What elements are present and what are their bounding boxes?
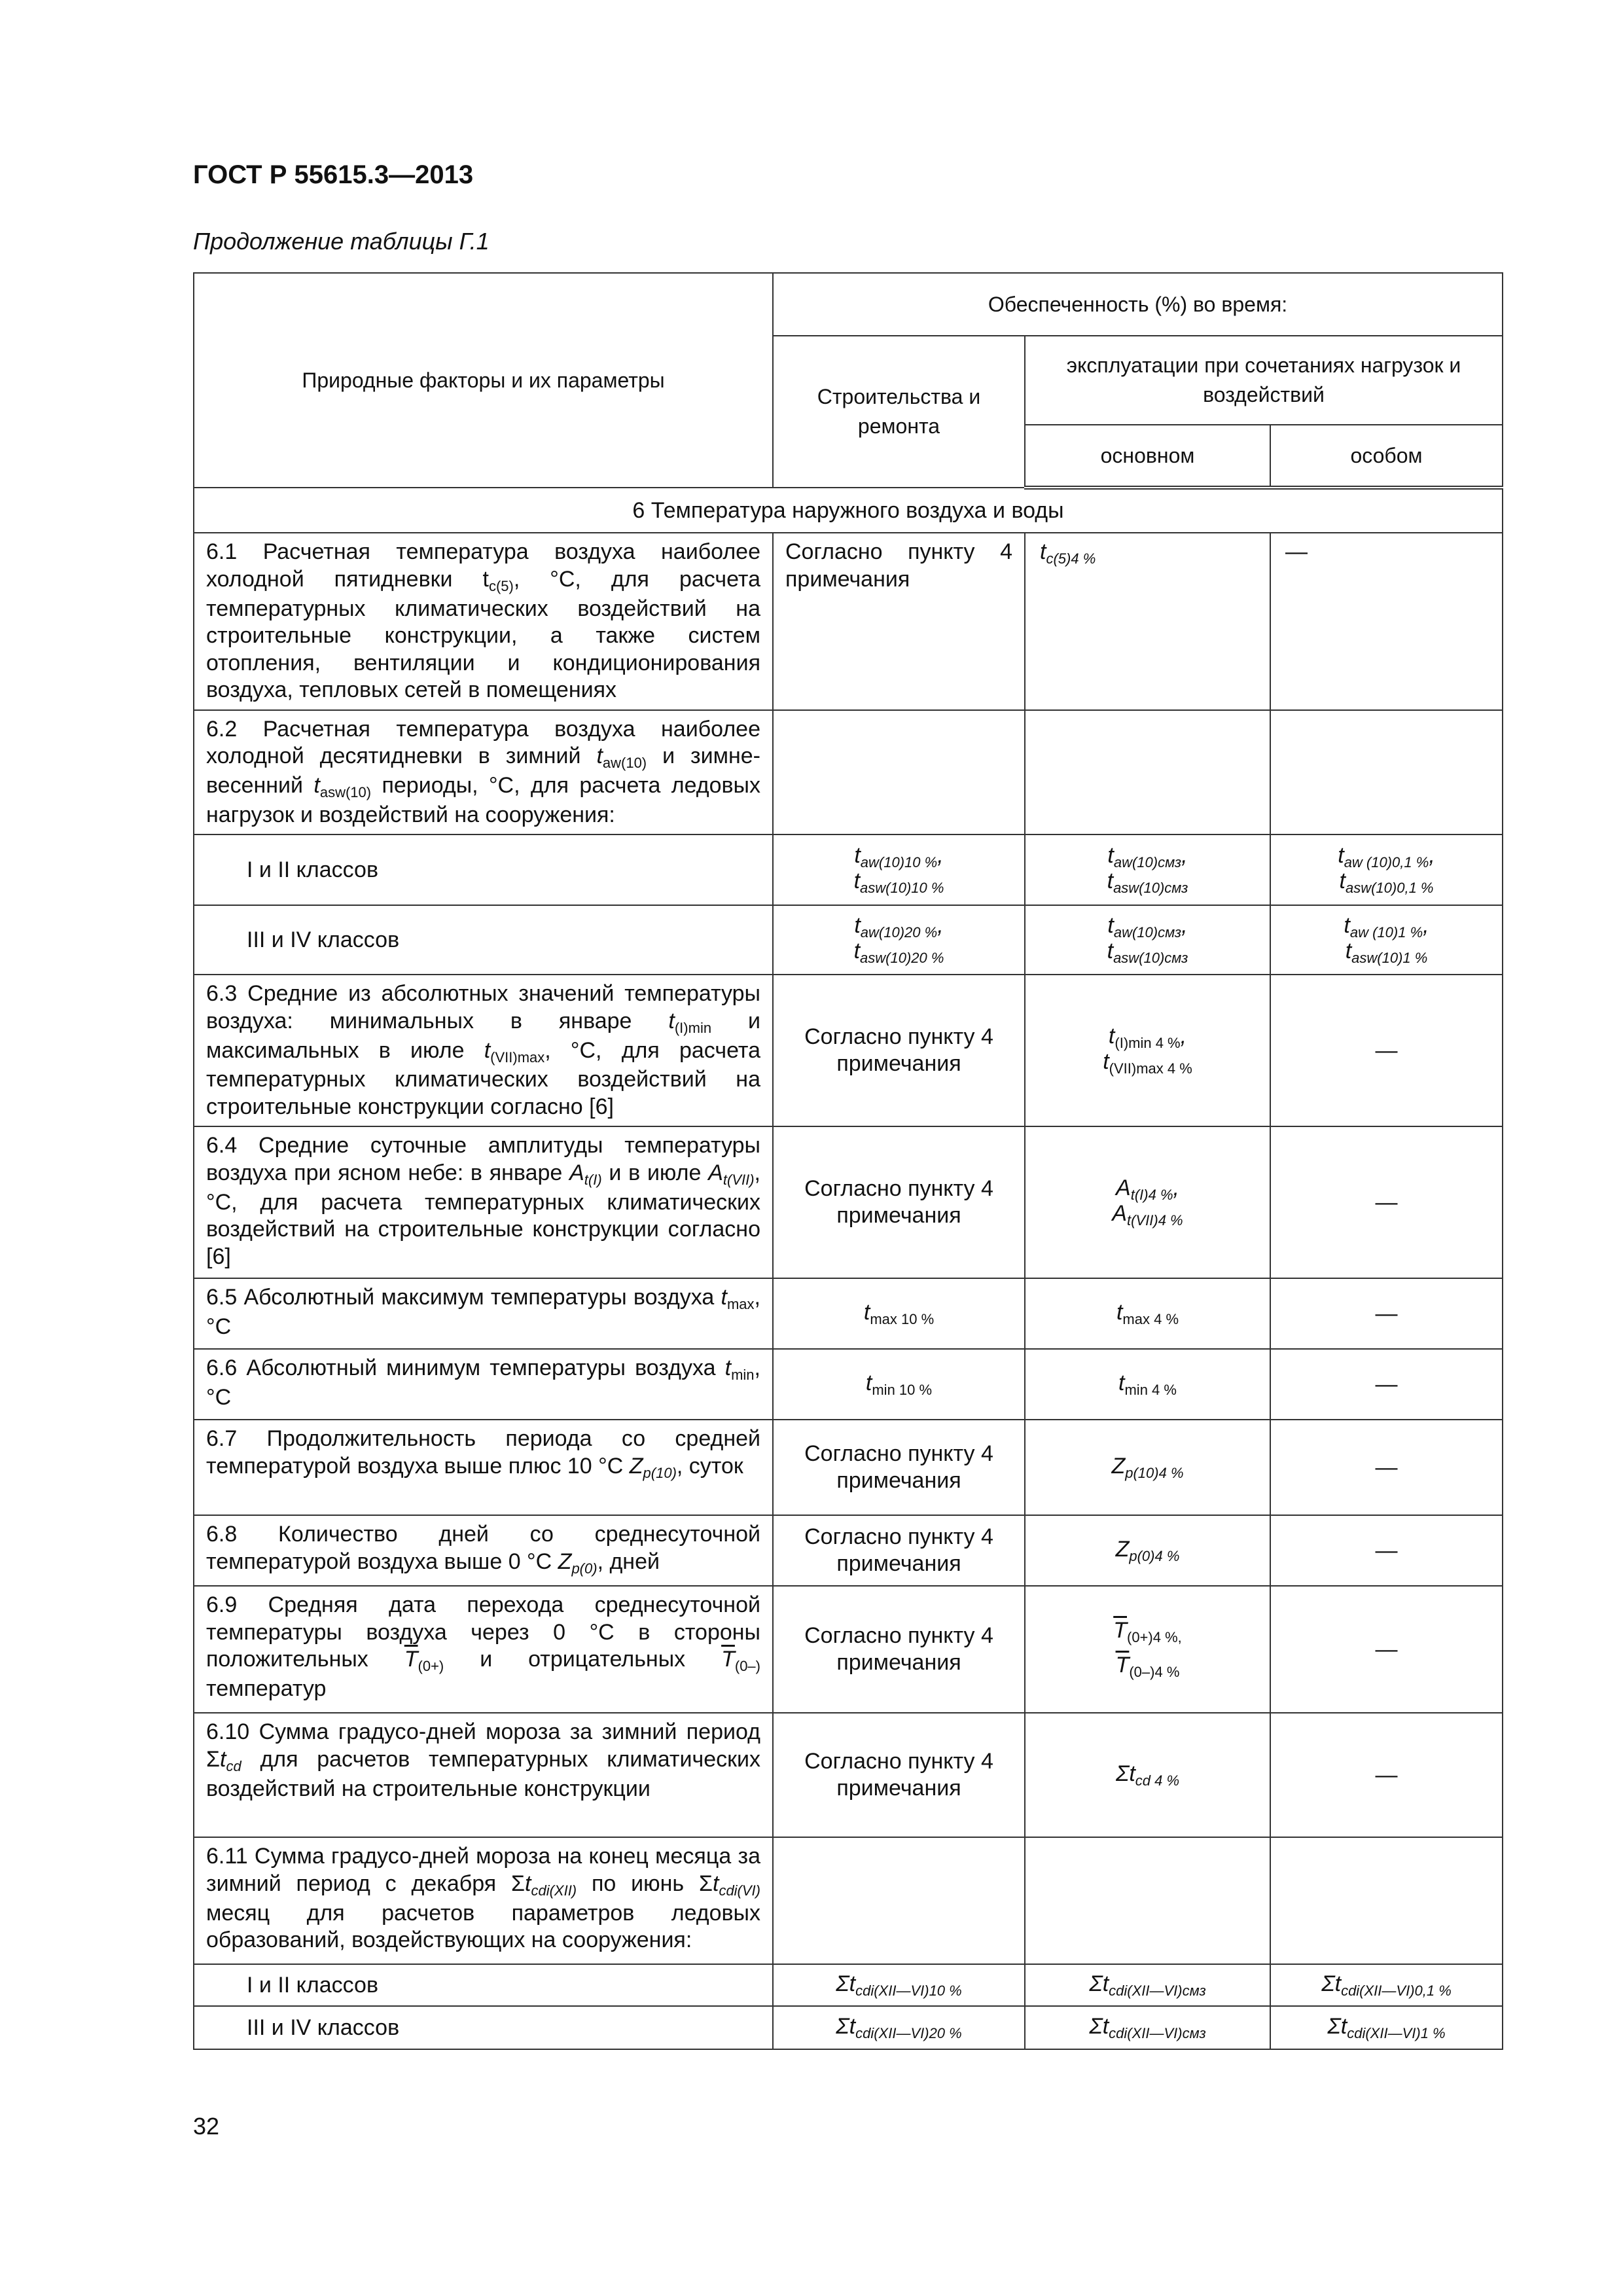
param-6-7: 6.7 Продолжительность периода со средней температурой воздуха выше плюс 10 °С $Z_{p(10)}$, суток (194, 1420, 773, 1515)
table-row (194, 1515, 1503, 1586)
table-row (194, 1586, 1503, 1713)
basic-6-6: $t_{min 4 \%}$ (1025, 1349, 1270, 1420)
basic-6-2-1: $t_{aw(10)смз}$, $t_{asw(10)смз}$ (1025, 834, 1270, 905)
table-row (194, 1349, 1503, 1420)
header-provision: Обеспеченность (%) во время: (773, 273, 1503, 336)
construction-6-3: Согласно пункту 4 примечания (773, 975, 1025, 1126)
special-6-2-2: $t_{aw (10)1 \%}$, $t_{asw(10)1 \%}$ (1270, 905, 1503, 975)
param-6-11: 6.11 Сумма градусо-дней мороза на конец месяца за зимний период с декабря $\Sigma t_{cdi(XII)}$ по июнь $\Sigma t_{cdi(VI)}$ месяц для расчетов параметров ледовых образований, воздействующих на сооружения: (194, 1837, 773, 1964)
basic-6-7: $Z_{p(10)4 \%}$ (1025, 1420, 1270, 1515)
table-row (194, 905, 1503, 975)
basic-6-8: $Z_{p(0)4 \%}$ (1025, 1515, 1270, 1586)
basic-6-10: $\Sigma t_{cd 4 \%}$ (1025, 1713, 1270, 1837)
basic-6-3: $t_{(I)min 4 \%}$, $t_{(VII)max 4 \%}$ (1025, 975, 1270, 1126)
subparam-6-11-classes-1-2: I и II классов (194, 1964, 773, 2006)
basic-6-5: $t_{max 4 \%}$ (1025, 1278, 1270, 1349)
construction-6-6: $t_{min 10 \%}$ (773, 1349, 1025, 1420)
special-6-4: — (1270, 1126, 1503, 1278)
table-row (194, 1278, 1503, 1349)
table-row (194, 710, 1503, 835)
construction-6-8: Согласно пункту 4 примечания (773, 1515, 1025, 1586)
construction-6-2-2: $t_{aw(10)20 \%}$, $t_{asw(10)20 \%}$ (773, 905, 1025, 975)
header-exploitation: эксплуатации при сочетаниях нагрузок и воздействий (1025, 336, 1503, 425)
table-row (194, 975, 1503, 1126)
construction-6-11 (773, 1837, 1025, 1964)
table-row (194, 1420, 1503, 1515)
table-caption: Продолжение таблицы Г.1 (193, 228, 490, 255)
param-6-10: 6.10 Сумма градусо-дней мороза за зимний период $\Sigma t_{cd}$ для расчетов температурных климатических воздействий на строительные конструкции (194, 1713, 773, 1837)
header-params: Природные факторы и их параметры (194, 273, 773, 488)
special-6-9: — (1270, 1586, 1503, 1713)
basic-6-11-1: $\Sigma t_{cdi(XII—VI)смз}$ (1025, 1964, 1270, 2006)
construction-6-2 (773, 710, 1025, 835)
basic-6-2-2: $t_{aw(10)смз}$, $t_{asw(10)смз}$ (1025, 905, 1270, 975)
special-6-11-1: $\Sigma t_{cdi(XII—VI)0,1 \%}$ (1270, 1964, 1503, 2006)
basic-6-2 (1025, 710, 1270, 835)
basic-6-4: $A_{t(I)4 \%}$, $A_{t(VII)4 \%}$ (1025, 1126, 1270, 1278)
special-6-11 (1270, 1837, 1503, 1964)
climate-factors-table (193, 272, 1503, 2050)
special-6-10: — (1270, 1713, 1503, 1837)
param-6-2: 6.2 Расчетная температура воздуха наиболее холодной десятидневки в зимний $t_{aw(10)}$ и зимне-весенний $t_{asw(10)}$ периоды, °С, для расчета ледовых нагрузок и воздействий на сооружения: (194, 710, 773, 835)
special-6-1: — (1270, 533, 1503, 709)
construction-6-9: Согласно пункту 4 примечания (773, 1586, 1025, 1713)
special-6-3: — (1270, 975, 1503, 1126)
table-row (194, 1837, 1503, 1964)
construction-6-5: $t_{max 10 \%}$ (773, 1278, 1025, 1349)
construction-6-11-2: $\Sigma t_{cdi(XII—VI)20 \%}$ (773, 2006, 1025, 2049)
header-basic: основном (1025, 425, 1270, 488)
table-row (194, 1713, 1503, 1837)
special-6-8: — (1270, 1515, 1503, 1586)
construction-6-4: Согласно пункту 4 примечания (773, 1126, 1025, 1278)
table-row (194, 2006, 1503, 2049)
subparam-6-2-classes-1-2: I и II классов (194, 834, 773, 905)
page-number: 32 (193, 2113, 220, 2140)
special-6-7: — (1270, 1420, 1503, 1515)
basic-6-1: $t_{c(5)4 \%}$ (1025, 533, 1270, 709)
subparam-6-2-classes-3-4: III и IV классов (194, 905, 773, 975)
header-construction: Строительства и ремонта (773, 336, 1025, 488)
header-special: особом (1270, 425, 1503, 488)
special-6-5: — (1270, 1278, 1503, 1349)
basic-6-11 (1025, 1837, 1270, 1964)
table-row (194, 1126, 1503, 1278)
table-row (194, 533, 1503, 709)
construction-6-10: Согласно пункту 4 примечания (773, 1713, 1025, 1837)
table-row (194, 834, 1503, 905)
param-6-6: 6.6 Абсолютный минимум температуры воздуха $t_{min}$, °С (194, 1349, 773, 1420)
subparam-6-11-classes-3-4: III и IV классов (194, 2006, 773, 2049)
special-6-2-1: $t_{aw (10)0,1 \%}$, $t_{asw(10)0,1 \%}$ (1270, 834, 1503, 905)
param-6-5: 6.5 Абсолютный максимум температуры воздуха $t_{max}$, °С (194, 1278, 773, 1349)
param-6-8: 6.8 Количество дней со среднесуточной температурой воздуха выше 0 °С $Z_{p(0)}$, дней (194, 1515, 773, 1586)
special-6-6: — (1270, 1349, 1503, 1420)
section-title: 6 Температура наружного воздуха и воды (194, 488, 1503, 533)
basic-6-11-2: $\Sigma t_{cdi(XII—VI)смз}$ (1025, 2006, 1270, 2049)
basic-6-9: $\overline{T}_{(0+)4 \%,}$ $\overline{T}_{(0-)4 \%}$ (1025, 1586, 1270, 1713)
table-row (194, 1964, 1503, 2006)
document-id: ГОСТ Р 55615.3—2013 (193, 160, 474, 189)
special-6-2 (1270, 710, 1503, 835)
param-6-9: 6.9 Средняя дата перехода среднесуточной температуры воздуха через 0 °С в стороны положительных $\overline{T}_{(0+)}$ и отрицательных $\overline{T}_{(0-)}$ температур (194, 1586, 773, 1713)
construction-6-1: Согласно пункту 4 примечания (773, 533, 1025, 709)
param-6-4: 6.4 Средние суточные амплитуды температуры воздуха при ясном небе: в январе $A_{t(I)}$ и в июле $A_{t(VII)}$, °С, для расчета температурных климатических воздействий на строительные конструкции согласно [6] (194, 1126, 773, 1278)
param-6-3: 6.3 Средние из абсолютных значений температуры воздуха: минимальных в январе $t_{(I)min}$ и максимальных в июле $t_{(VII)max}$, °С, для расчета температурных климатических воздействий на строительные конструкции согласно [6] (194, 975, 773, 1126)
construction-6-11-1: $\Sigma t_{cdi(XII—VI)10 \%}$ (773, 1964, 1025, 2006)
special-6-11-2: $\Sigma t_{cdi(XII—VI)1 \%}$ (1270, 2006, 1503, 2049)
construction-6-2-1: $t_{aw(10)10 \%}$, $t_{asw(10)10 \%}$ (773, 834, 1025, 905)
param-6-1: 6.1 Расчетная температура воздуха наиболее холодной пятидневки $t_{c(5)}$, °С, для расчета температурных климатических воздействий на строительные конструкции, а также систем отопления, вентиляции и кондиционирования воздуха, тепловых сетей в помещениях (194, 533, 773, 709)
construction-6-7: Согласно пункту 4 примечания (773, 1420, 1025, 1515)
